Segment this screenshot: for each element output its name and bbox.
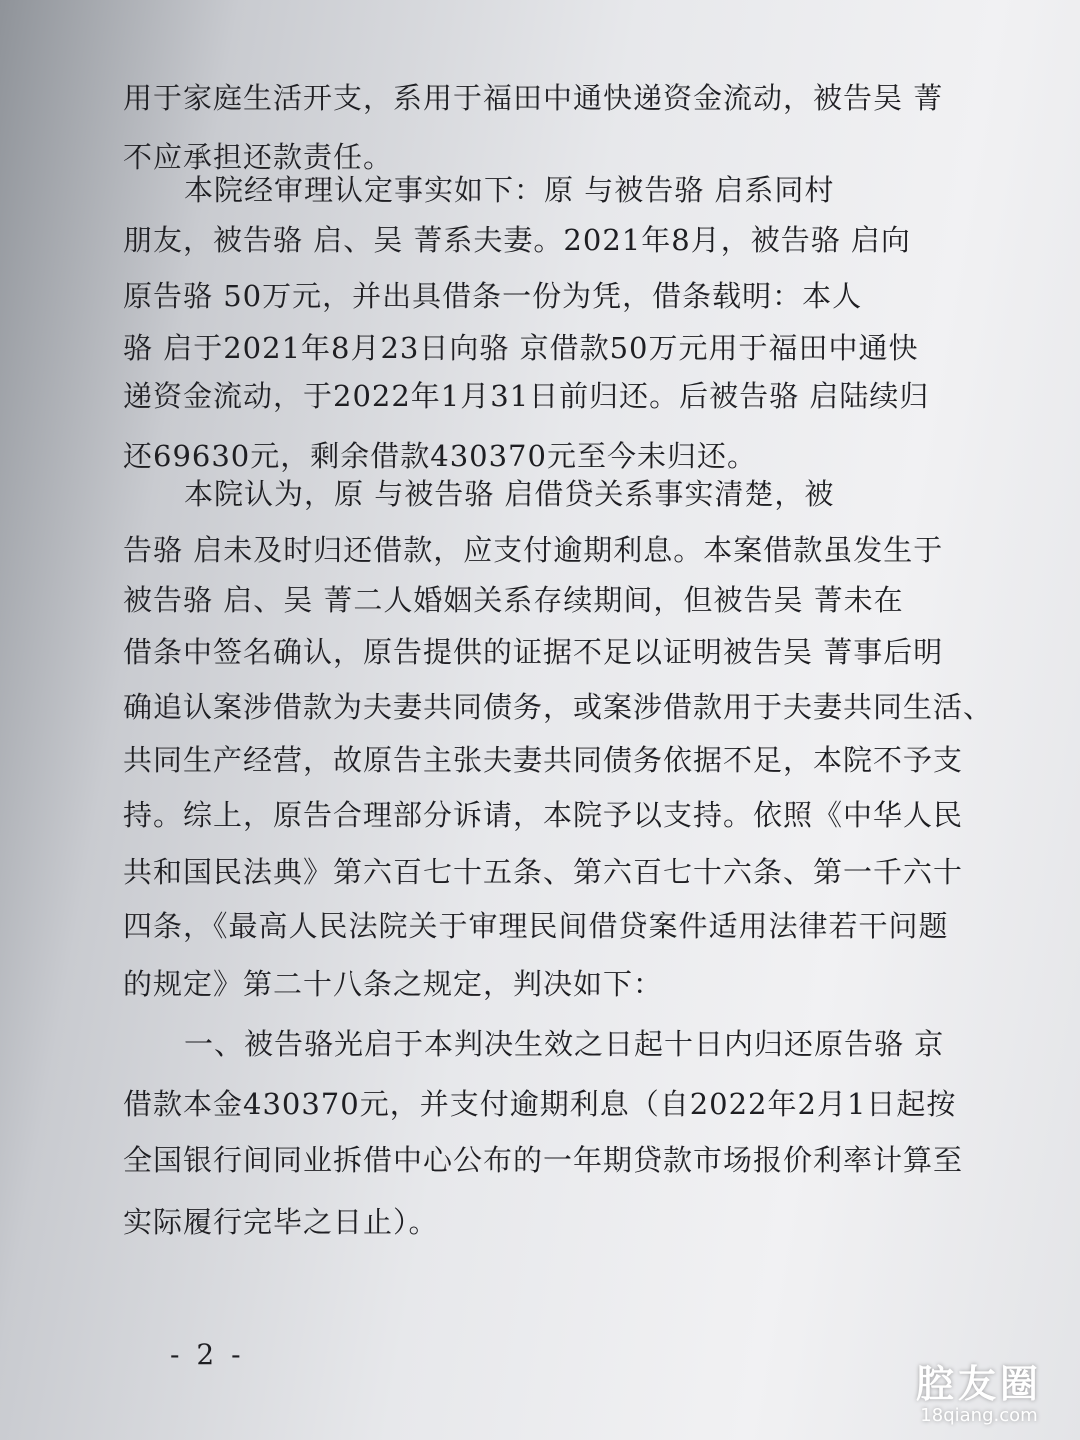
text-line: 借条中签名确认，原告提供的证据不足以证明被告吴 菁事后明 xyxy=(123,635,944,669)
text-line: 的规定》第二十八条之规定，判决如下： xyxy=(123,967,664,1001)
text-line: 实际履行完毕之日止）。 xyxy=(123,1205,439,1239)
text-line: 用于家庭生活开支，系用于福田中通快递资金流动，被告吴 菁 xyxy=(123,81,944,115)
text-line: 共同生产经营，故原告主张夫妻共同债务依据不足，本院不予支 xyxy=(123,743,964,777)
text-line: 共和国民法典》第六百七十五条、第六百七十六条、第一千六十 xyxy=(123,855,964,889)
text-line: 朋友，被告骆 启、吴 菁系夫妻。2021年8月，被告骆 启向 xyxy=(123,223,911,257)
text-line: 一、被告骆光启于本判决生效之日起十日内归还原告骆 京 xyxy=(184,1027,945,1061)
text-line: 不应承担还款责任。 xyxy=(123,140,394,174)
text-line: 骆 启于2021年8月23日向骆 京借款50万元用于福田中通快 xyxy=(123,331,919,365)
watermark-url: 18qiang.com xyxy=(920,1405,1038,1426)
text-line: 本院认为，原 与被告骆 启借贷关系事实清楚，被 xyxy=(184,477,835,511)
text-line: 本院经审理认定事实如下：原 与被告骆 启系同村 xyxy=(184,173,835,207)
text-line: 告骆 启未及时归还借款，应支付逾期利息。本案借款虽发生于 xyxy=(123,533,944,567)
text-line: 还69630元，剩余借款430370元至今未归还。 xyxy=(123,439,757,473)
text-line: 持。综上，原告合理部分诉请，本院予以支持。依照《中华人民 xyxy=(123,798,964,832)
text-line: 全国银行间同业拆借中心公布的一年期贷款市场报价利率计算至 xyxy=(123,1143,964,1177)
text-line: 原告骆 50万元，并出具借条一份为凭，借条载明：本人 xyxy=(123,279,863,313)
site-watermark xyxy=(916,1362,1042,1426)
page-number: - 2 - xyxy=(170,1338,245,1371)
text-line: 递资金流动，于2022年1月31日前归还。后被告骆 启陆续归 xyxy=(123,379,930,413)
text-line: 确追认案涉借款为夫妻共同债务，或案涉借款用于夫妻共同生活、 xyxy=(123,690,994,724)
text-line: 借款本金430370元，并支付逾期利息（自2022年2月1日起按 xyxy=(123,1087,957,1121)
text-line: 被告骆 启、吴 菁二人婚姻关系存续期间，但被告吴 菁未在 xyxy=(123,583,904,617)
watermark-logo-text: 腔友圈 xyxy=(915,1362,1042,1406)
text-line: 四条，《最高人民法院关于审理民间借贷案件适用法律若干问题 xyxy=(123,909,949,943)
